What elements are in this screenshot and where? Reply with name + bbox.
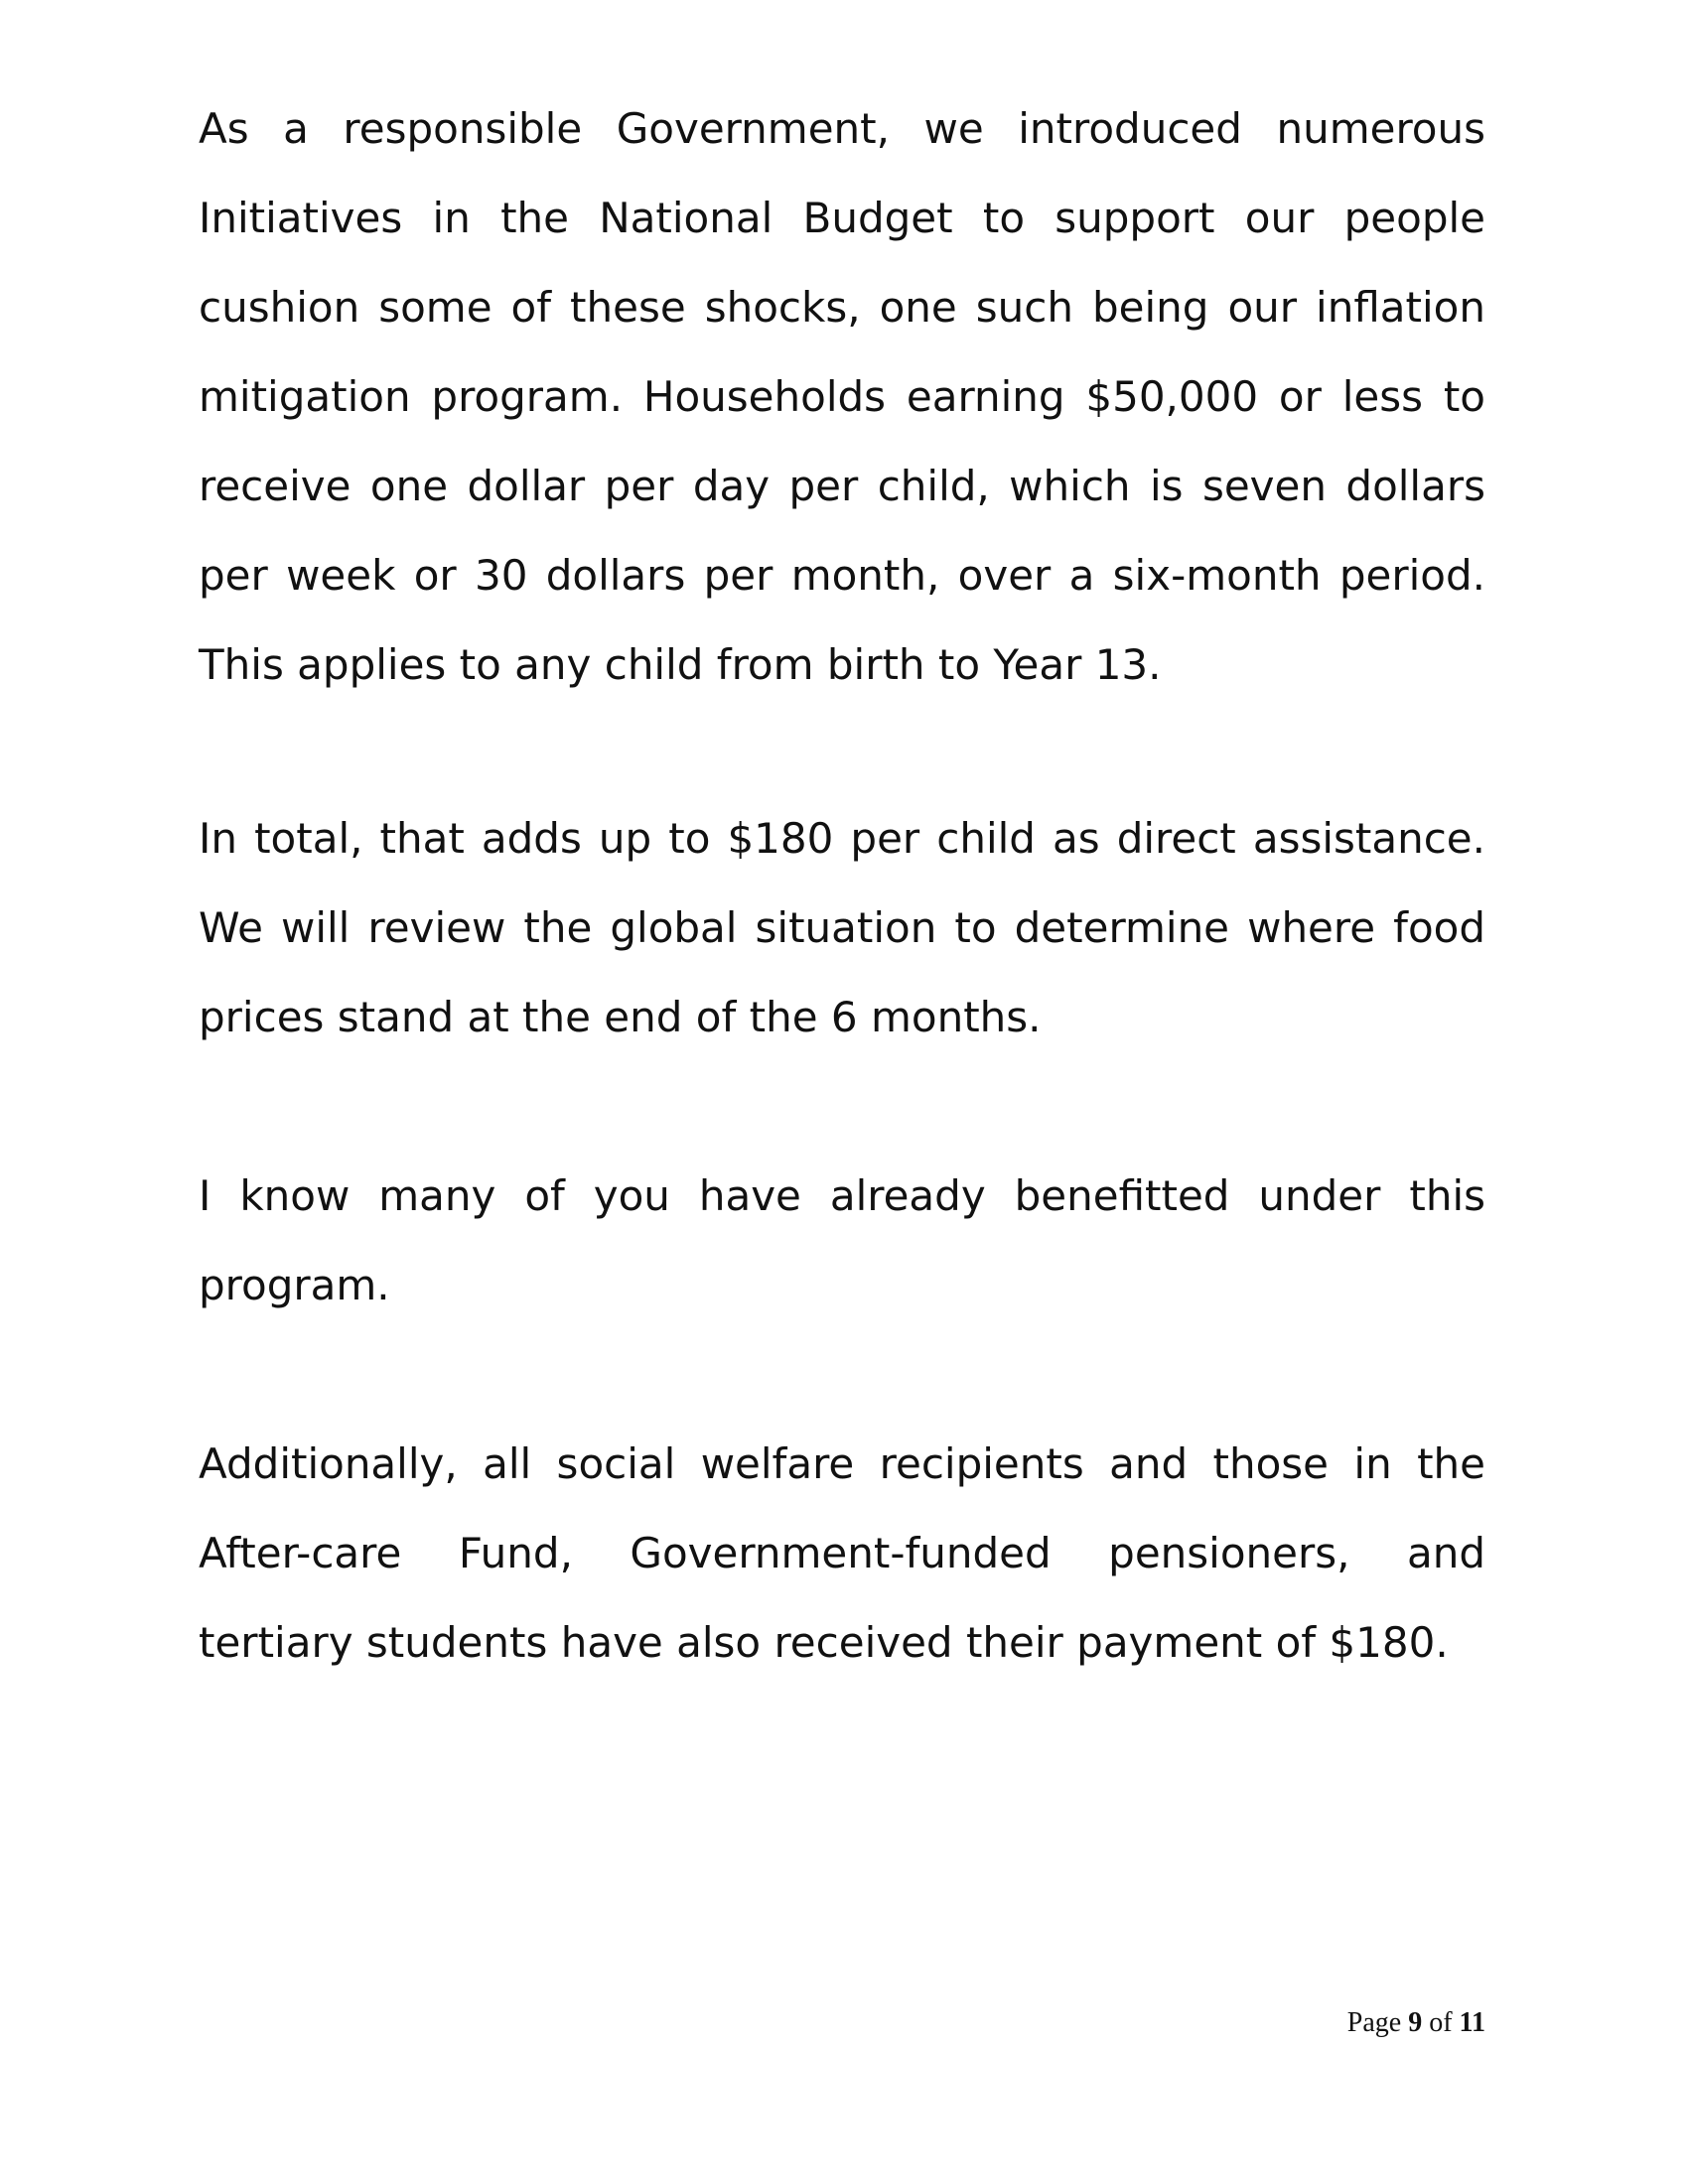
text-line: prices stand at the end of the 6 months. bbox=[199, 993, 1042, 1041]
text-line: Additionally, all social welfare recipients and those in the bbox=[199, 1439, 1485, 1488]
current-page-number: 9 bbox=[1408, 2007, 1423, 2038]
text-line: We will review the global situation to determine where food bbox=[199, 903, 1485, 952]
paragraph-welfare-recipients bbox=[199, 1420, 1485, 1688]
text-line: I know many of you have already benefitted under this bbox=[199, 1171, 1485, 1220]
text-line: mitigation program. Households earning $50,000 or less to bbox=[199, 372, 1485, 421]
paragraph-benefitted bbox=[199, 1152, 1485, 1330]
text-line: tertiary students have also received their payment of $180. bbox=[199, 1618, 1449, 1667]
text-line: In total, that adds up to $180 per child as direct assistance. bbox=[199, 814, 1485, 863]
of-word: of bbox=[1429, 2007, 1453, 2038]
paragraph-inflation-mitigation bbox=[199, 84, 1485, 710]
text-line: cushion some of these shocks, one such being our inflation bbox=[199, 283, 1485, 332]
text-line: Initiatives in the National Budget to support our people bbox=[199, 194, 1485, 242]
paragraph-total-assistance bbox=[199, 794, 1485, 1062]
text-line: per week or 30 dollars per month, over a six-month period. bbox=[199, 551, 1485, 600]
page-number-footer bbox=[1347, 2007, 1485, 2039]
text-line: program. bbox=[199, 1261, 390, 1309]
page-word: Page bbox=[1346, 2007, 1402, 2038]
text-line: receive one dollar per day per child, which is seven dollars bbox=[199, 462, 1485, 510]
text-line: This applies to any child from birth to Year 13. bbox=[199, 640, 1162, 689]
text-line: After-care Fund, Government-funded pensioners, and bbox=[199, 1529, 1485, 1577]
text-line: As a responsible Government, we introduced numerous bbox=[199, 104, 1485, 153]
total-pages-number: 11 bbox=[1459, 2007, 1485, 2038]
